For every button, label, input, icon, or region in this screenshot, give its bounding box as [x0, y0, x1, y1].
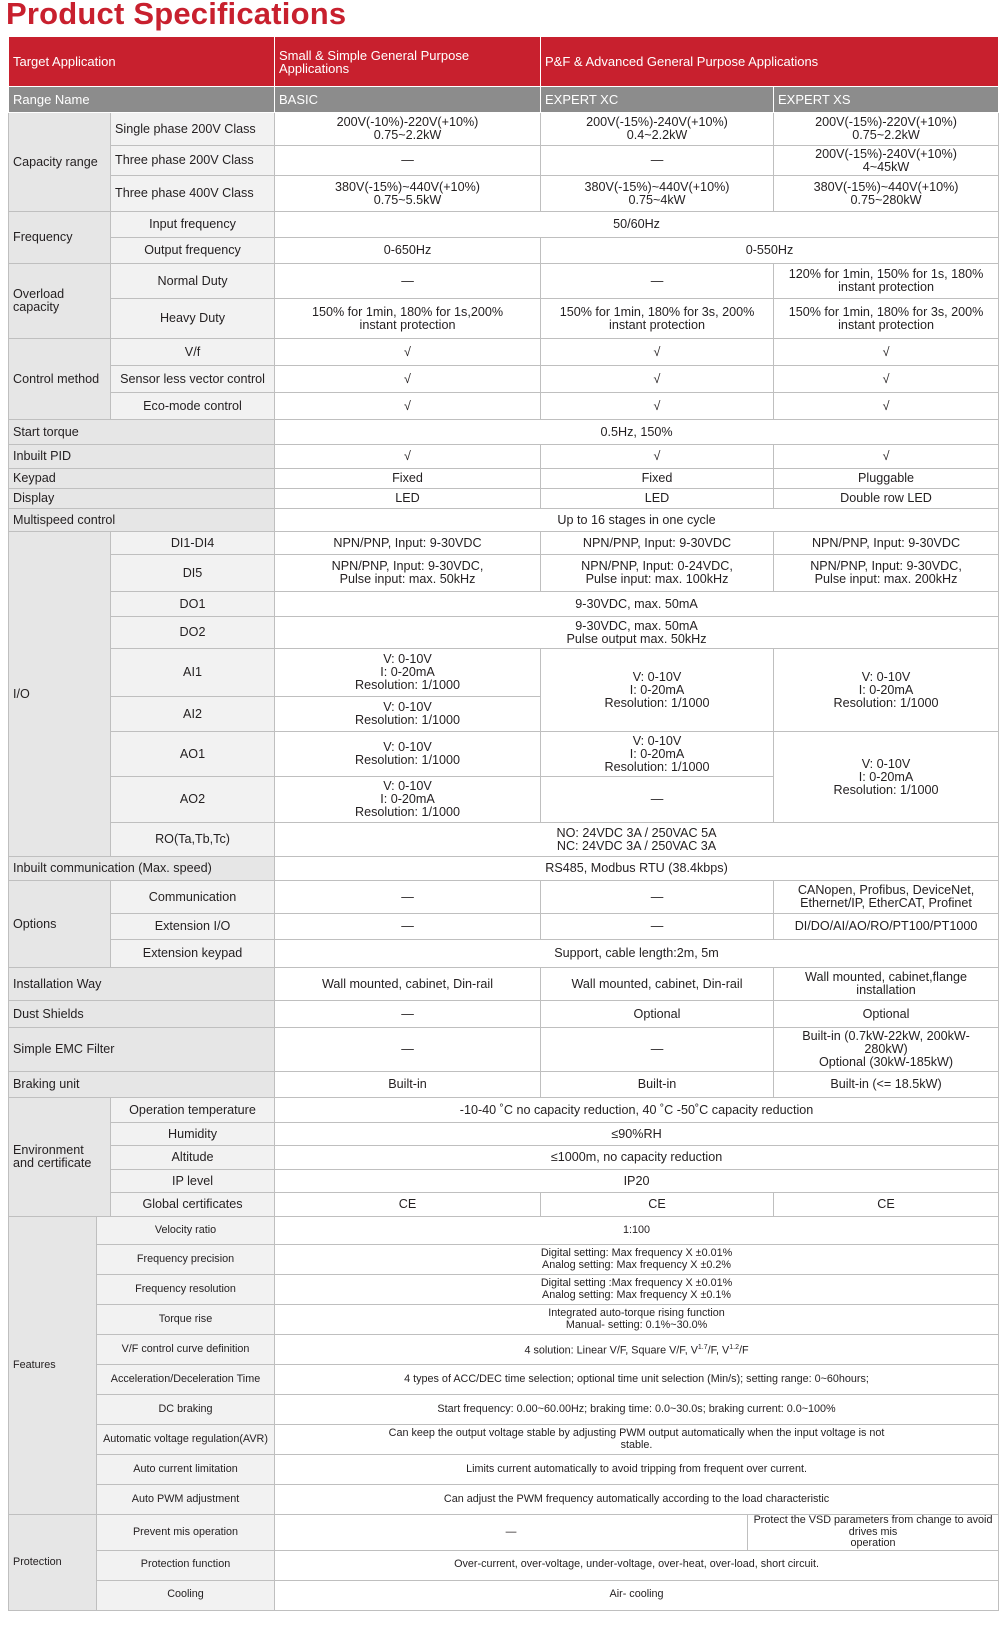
cell-text-line: Built-in (0.7kW-22kW, 200kW-: [802, 1029, 970, 1043]
simple-emc-filter-label: Simple EMC Filter: [9, 1028, 275, 1072]
cell-value: [275, 1335, 999, 1365]
cell-text-line: Pulse input: max. 200kHz: [814, 572, 958, 586]
cell-value: [774, 968, 999, 1001]
cell-value: —: [541, 1028, 774, 1072]
communication-label: Communication: [111, 881, 275, 914]
cell-value: [774, 649, 999, 732]
check-mark: √: [774, 393, 999, 420]
frequency-resolution-label: Frequency resolution: [97, 1275, 275, 1305]
vf-curve-definition-label: V/F control curve definition: [97, 1335, 275, 1365]
cell-text-line: Resolution: 1/1000: [833, 782, 939, 797]
check-mark: √: [774, 339, 999, 366]
cell-text-line: V: 0-10V: [383, 740, 432, 754]
di1-di4-label: DI1-DI4: [111, 532, 275, 555]
cell-value: Built-in: [541, 1072, 774, 1098]
frequency-label: Frequency: [9, 212, 111, 264]
features-label: Features: [9, 1217, 97, 1515]
cell-value: [541, 176, 774, 212]
cell-value: [541, 299, 774, 339]
cell-value: —: [275, 264, 541, 299]
ip-level-label: IP level: [111, 1170, 275, 1193]
cell-text-line: 0.75~2.2kW: [852, 128, 920, 142]
cell-text-line: Environment: [13, 1143, 84, 1157]
cell-text-line: /F: [738, 1344, 749, 1357]
cell-value: [774, 113, 999, 146]
cell-text-line: /F, V: [707, 1344, 730, 1357]
cell-value: ≤1000m, no capacity reduction: [275, 1146, 999, 1170]
cell-text-line: I: 0-20mA: [380, 665, 435, 679]
torque-rise-label: Torque rise: [97, 1305, 275, 1335]
cell-value: 0-550Hz: [541, 238, 999, 264]
cell-value: Wall mounted, cabinet, Din-rail: [275, 968, 541, 1001]
cell-value: —: [541, 264, 774, 299]
avr-label: Automatic voltage regulation(AVR): [97, 1425, 275, 1455]
heavy-duty-label: Heavy Duty: [111, 299, 275, 339]
cell-value: DI/DO/AI/AO/RO/PT100/PT1000: [774, 914, 999, 940]
cell-value: Start frequency: 0.00~60.00Hz; braking time: 0.0~30.0s; braking current: 0.0~100%: [275, 1395, 999, 1425]
three-phase-400v-label: Three phase 400V Class: [111, 176, 275, 212]
prevent-mis-operation-label: Prevent mis operation: [97, 1515, 275, 1551]
do2-label: DO2: [111, 617, 275, 649]
check-mark: √: [774, 445, 999, 469]
cell-text-line: NC: 24VDC 3A / 250VAC 3A: [556, 838, 717, 853]
cell-value: NPN/PNP, Input: 9-30VDC: [774, 532, 999, 555]
cell-text-line: Optional (30kW-185kW): [818, 1055, 954, 1069]
cell-value: —: [275, 146, 541, 176]
acc-dec-time-label: Acceleration/Deceleration Time: [97, 1365, 275, 1395]
cell-value: [275, 1275, 999, 1305]
protection-label: Protection: [9, 1515, 97, 1611]
vf-label: V/f: [111, 339, 275, 366]
cell-text-line: Resolution: 1/1000: [355, 805, 461, 819]
cell-text-line: instant protection: [609, 317, 705, 332]
cell-text-line: 4 solution: Linear V/F, Square V/F, V: [524, 1344, 698, 1357]
cell-value: Up to 16 stages in one cycle: [275, 509, 999, 532]
cell-value: [774, 732, 999, 823]
io-label: I/O: [9, 532, 111, 857]
sensorless-vector-label: Sensor less vector control: [111, 366, 275, 393]
cell-text-line: Analog setting: Max frequency X ±0.1%: [542, 1288, 732, 1301]
cell-value: Fixed: [275, 469, 541, 489]
app-basic: Small & Simple General Purpose Applications: [275, 37, 541, 87]
cell-value: Optional: [774, 1001, 999, 1028]
cell-value: [275, 649, 541, 697]
check-mark: √: [541, 445, 774, 469]
cell-value: [774, 264, 999, 299]
cell-text-line: 200V(-15%)-240V(+10%): [586, 115, 728, 129]
cell-text-line: V: 0-10V: [861, 756, 911, 771]
cell-value: IP20: [275, 1170, 999, 1193]
cell-value: [275, 697, 541, 732]
cell-text-line: V: 0-10V: [383, 779, 432, 793]
cell-value: [275, 1245, 999, 1275]
cell-value: 9-30VDC, max. 50mA: [275, 592, 999, 617]
global-certificates-label: Global certificates: [111, 1193, 275, 1217]
cell-text-line: NPN/PNP, Input: 9-30VDC,: [331, 559, 484, 573]
cell-value: [748, 1515, 999, 1551]
output-frequency-label: Output frequency: [111, 238, 275, 264]
cell-text-line: Integrated auto-torque rising function: [548, 1307, 725, 1319]
do1-label: DO1: [111, 592, 275, 617]
check-mark: √: [541, 366, 774, 393]
cell-text-line: 1.2: [729, 1343, 739, 1351]
spec-table: [8, 36, 999, 1611]
cell-text-line: Can keep the output voltage stable by adjusting PWM output automatically when the input voltage is not: [388, 1427, 885, 1439]
cell-text-line: 0.75~280kW: [850, 192, 922, 207]
ai1-label: AI1: [111, 649, 275, 697]
cell-value: LED: [275, 489, 541, 509]
cell-text-line: I: 0-20mA: [858, 769, 914, 784]
cell-text-line: Protect the VSD parameters from change to avoid drives mis: [753, 1514, 993, 1538]
three-phase-200v-label: Three phase 200V Class: [111, 146, 275, 176]
ao2-label: AO2: [111, 777, 275, 823]
cell-text-line: NO: 24VDC 3A / 250VAC 5A: [556, 825, 717, 840]
cell-text-line: I: 0-20mA: [380, 792, 435, 806]
cell-value: Fixed: [541, 469, 774, 489]
installation-way-label: Installation Way: [9, 968, 275, 1001]
cell-value: [541, 732, 774, 777]
cell-text-line: 150% for 1min, 180% for 3s, 200%: [788, 304, 984, 319]
cell-value: —: [541, 881, 774, 914]
cell-text-line: Wall mounted, cabinet,flange: [805, 970, 967, 984]
cell-text-line: Analog setting: Max frequency X ±0.2%: [542, 1258, 732, 1271]
cell-text-line: 150% for 1min, 180% for 3s, 200%: [559, 304, 755, 319]
cell-text-line: Resolution: 1/1000: [355, 678, 461, 692]
cell-text-line: 380V(-15%)~440V(+10%): [584, 179, 730, 194]
range-name-row: [9, 87, 999, 113]
cell-value: 4 types of ACC/DEC time selection; optional time unit selection (Min/s); setting range: 0~60hours;: [275, 1365, 999, 1395]
range-expert-xc: EXPERT XC: [541, 87, 774, 113]
extension-keypad-label: Extension keypad: [111, 940, 275, 968]
check-mark: √: [275, 445, 541, 469]
cell-value: LED: [541, 489, 774, 509]
cell-text-line: stable.: [620, 1438, 653, 1451]
cell-value: [275, 1305, 999, 1335]
cell-value: —: [275, 1515, 748, 1551]
cell-text-line: CANopen, Profibus, DeviceNet,: [797, 883, 975, 897]
cell-text-line: Pulse input: max. 50kHz: [339, 572, 476, 586]
cell-value: [275, 1425, 999, 1455]
cell-value: [541, 555, 774, 592]
cell-text-line: 200V(-15%)-240V(+10%): [815, 146, 957, 161]
cell-text-line: Resolution: 1/1000: [604, 695, 710, 710]
extension-io-label: Extension I/O: [111, 914, 275, 940]
check-mark: √: [275, 339, 541, 366]
cell-text-line: V: 0-10V: [383, 652, 432, 666]
cell-value: [774, 146, 999, 176]
cell-value: RS485, Modbus RTU (38.4kbps): [275, 857, 999, 881]
cell-value: CE: [541, 1193, 774, 1217]
humidity-label: Humidity: [111, 1123, 275, 1146]
cell-value: —: [275, 914, 541, 940]
protection-function-label: Protection function: [97, 1550, 275, 1580]
check-mark: √: [541, 393, 774, 420]
cell-value: Built-in (<= 18.5kW): [774, 1072, 999, 1098]
frequency-precision-label: Frequency precision: [97, 1245, 275, 1275]
cell-value: [275, 176, 541, 212]
cell-text-line: 380V(-15%)~440V(+10%): [813, 179, 959, 194]
ro-label: RO(Ta,Tb,Tc): [111, 823, 275, 857]
cell-text-line: Digital setting :Max frequency X ±0.01%: [540, 1277, 733, 1289]
ao1-label: AO1: [111, 732, 275, 777]
cell-value: Air- cooling: [275, 1580, 999, 1610]
cell-value: Can adjust the PWM frequency automatically according to the load characteristic: [275, 1485, 999, 1515]
cell-value: —: [275, 1028, 541, 1072]
auto-pwm-adjustment-label: Auto PWM adjustment: [97, 1485, 275, 1515]
cell-value: [774, 299, 999, 339]
cell-text-line: NPN/PNP, Input: 0-24VDC,: [581, 559, 733, 573]
cell-text-line: 200V(-15%)-220V(+10%): [815, 115, 957, 129]
cell-value: [275, 555, 541, 592]
cell-text-line: Resolution: 1/1000: [833, 695, 939, 710]
auto-current-limitation-label: Auto current limitation: [97, 1455, 275, 1485]
options-label: Options: [9, 881, 111, 968]
cell-value: [774, 555, 999, 592]
ai2-label: AI2: [111, 697, 275, 732]
cell-text-line: installation: [856, 983, 916, 997]
normal-duty-label: Normal Duty: [111, 264, 275, 299]
cell-value: NPN/PNP, Input: 9-30VDC: [541, 532, 774, 555]
cell-value: —: [541, 777, 774, 823]
cell-text-line: V: 0-10V: [383, 700, 432, 714]
control-method-label: Control method: [9, 339, 111, 420]
cell-text-line: 4~45kW: [862, 159, 910, 174]
dust-shields-label: Dust Shields: [9, 1001, 275, 1028]
overload-capacity-label: [9, 264, 111, 339]
display-label: Display: [9, 489, 275, 509]
input-frequency-label: Input frequency: [111, 212, 275, 238]
cell-text-line: Ethernet/IP, EtherCAT, Profinet: [800, 896, 972, 910]
cell-text-line: I: 0-20mA: [858, 682, 914, 697]
cell-text-line: 0.75~5.5kW: [373, 192, 442, 207]
cell-text-line: I: 0-20mA: [629, 682, 685, 697]
cell-text-line: Digital setting: Max frequency X ±0.01%: [540, 1247, 733, 1259]
cell-text-line: NPN/PNP, Input: 9-30VDC,: [810, 559, 962, 573]
cell-value: —: [541, 146, 774, 176]
cell-text-line: Resolution: 1/1000: [355, 713, 461, 727]
range-expert-xs: EXPERT XS: [774, 87, 999, 113]
target-application-label: Target Application: [9, 37, 275, 87]
cell-value: [275, 299, 541, 339]
inbuilt-communication-label: Inbuilt communication (Max. speed): [9, 857, 275, 881]
cell-value: 0.5Hz, 150%: [275, 420, 999, 445]
cell-value: Limits current automatically to avoid tripping from frequent over current.: [275, 1455, 999, 1485]
cell-text-line: Manual- setting: 0.1%~30.0%: [565, 1318, 708, 1331]
target-application-row: [9, 37, 999, 87]
cell-text-line: 150% for 1min, 180% for 1s,200%: [311, 304, 504, 319]
cell-text-line: V: 0-10V: [632, 669, 682, 684]
cell-value: ≤90%RH: [275, 1123, 999, 1146]
cell-text-line: 9-30VDC, max. 50mA: [575, 618, 698, 633]
check-mark: √: [541, 339, 774, 366]
cell-text-line: 380V(-15%)~440V(+10%): [335, 179, 480, 194]
app-expert: P&F & Advanced General Purpose Applications: [541, 37, 999, 87]
cooling-label: Cooling: [97, 1580, 275, 1610]
operation-temperature-label: Operation temperature: [111, 1098, 275, 1123]
cell-text-line: and certificate: [13, 1156, 92, 1170]
cell-text-line: 280kW): [864, 1042, 908, 1056]
environment-label: [9, 1098, 111, 1217]
keypad-label: Keypad: [9, 469, 275, 489]
cell-value: Built-in: [275, 1072, 541, 1098]
cell-text-line: operation: [850, 1537, 896, 1549]
single-phase-200v-label: Single phase 200V Class: [111, 113, 275, 146]
cell-text-line: Resolution: 1/1000: [355, 753, 461, 767]
start-torque-label: Start torque: [9, 420, 275, 445]
range-basic: BASIC: [275, 87, 541, 113]
multispeed-label: Multispeed control: [9, 509, 275, 532]
cell-value: Support, cable length:2m, 5m: [275, 940, 999, 968]
cell-text-line: capacity: [13, 300, 60, 314]
braking-unit-label: Braking unit: [9, 1072, 275, 1098]
cell-text-line: 0.4~2.2kW: [626, 128, 688, 142]
cell-value: —: [275, 881, 541, 914]
inbuilt-pid-label: Inbuilt PID: [9, 445, 275, 469]
di5-label: DI5: [111, 555, 275, 592]
cell-text-line: 200V(-10%)-220V(+10%): [336, 115, 479, 129]
cell-text-line: instant protection: [359, 317, 456, 332]
cell-text-line: Pulse output max. 50kHz: [566, 631, 707, 646]
check-mark: √: [774, 366, 999, 393]
cell-value: [774, 176, 999, 212]
cell-value: Over-current, over-voltage, under-voltage, over-heat, over-load, short circuit.: [275, 1550, 999, 1580]
cell-value: 0-650Hz: [275, 238, 541, 264]
cell-text-line: instant protection: [838, 317, 934, 332]
cell-value: [275, 113, 541, 146]
cell-value: CE: [774, 1193, 999, 1217]
capacity-range-label: Capacity range: [9, 113, 111, 212]
cell-value: [275, 732, 541, 777]
cell-text-line: 1.7: [697, 1343, 708, 1351]
cell-value: [774, 1028, 999, 1072]
range-name-label: Range Name: [9, 87, 275, 113]
dc-braking-label: DC braking: [97, 1395, 275, 1425]
cell-text-line: 120% for 1min, 150% for 1s, 180%: [788, 267, 984, 281]
cell-value: [275, 823, 999, 857]
cell-value: [275, 617, 999, 649]
cell-value: NPN/PNP, Input: 9-30VDC: [275, 532, 541, 555]
cell-text-line: 0.75~4kW: [628, 192, 686, 207]
check-mark: √: [275, 366, 541, 393]
cell-text-line: Pulse input: max. 100kHz: [585, 572, 729, 586]
cell-value: 50/60Hz: [275, 212, 999, 238]
cell-text-line: instant protection: [838, 280, 934, 294]
cell-value: —: [541, 914, 774, 940]
cell-text-line: V: 0-10V: [861, 669, 911, 684]
cell-value: [541, 113, 774, 146]
altitude-label: Altitude: [111, 1146, 275, 1170]
cell-value: CE: [275, 1193, 541, 1217]
eco-mode-label: Eco-mode control: [111, 393, 275, 420]
cell-value: Wall mounted, cabinet, Din-rail: [541, 968, 774, 1001]
cell-value: [774, 881, 999, 914]
cell-value: Double row LED: [774, 489, 999, 509]
cell-value: —: [275, 1001, 541, 1028]
check-mark: √: [275, 393, 541, 420]
cell-value: 1:100: [275, 1217, 999, 1245]
cell-text-line: 0.75~2.2kW: [373, 128, 442, 142]
cell-value: [541, 649, 774, 732]
cell-value: Optional: [541, 1001, 774, 1028]
cell-text-line: Overload: [13, 287, 65, 301]
cell-value: -10-40 ˚C no capacity reduction, 40 ˚C -50˚C capacity reduction: [275, 1098, 999, 1123]
velocity-ratio-label: Velocity ratio: [97, 1217, 275, 1245]
cell-text-line: I: 0-20mA: [629, 746, 685, 761]
cell-text-line: V: 0-10V: [632, 733, 682, 748]
cell-value: Pluggable: [774, 469, 999, 489]
cell-value: [275, 777, 541, 823]
page-title: Product Specifications: [6, 0, 347, 31]
cell-text-line: Resolution: 1/1000: [604, 759, 710, 774]
